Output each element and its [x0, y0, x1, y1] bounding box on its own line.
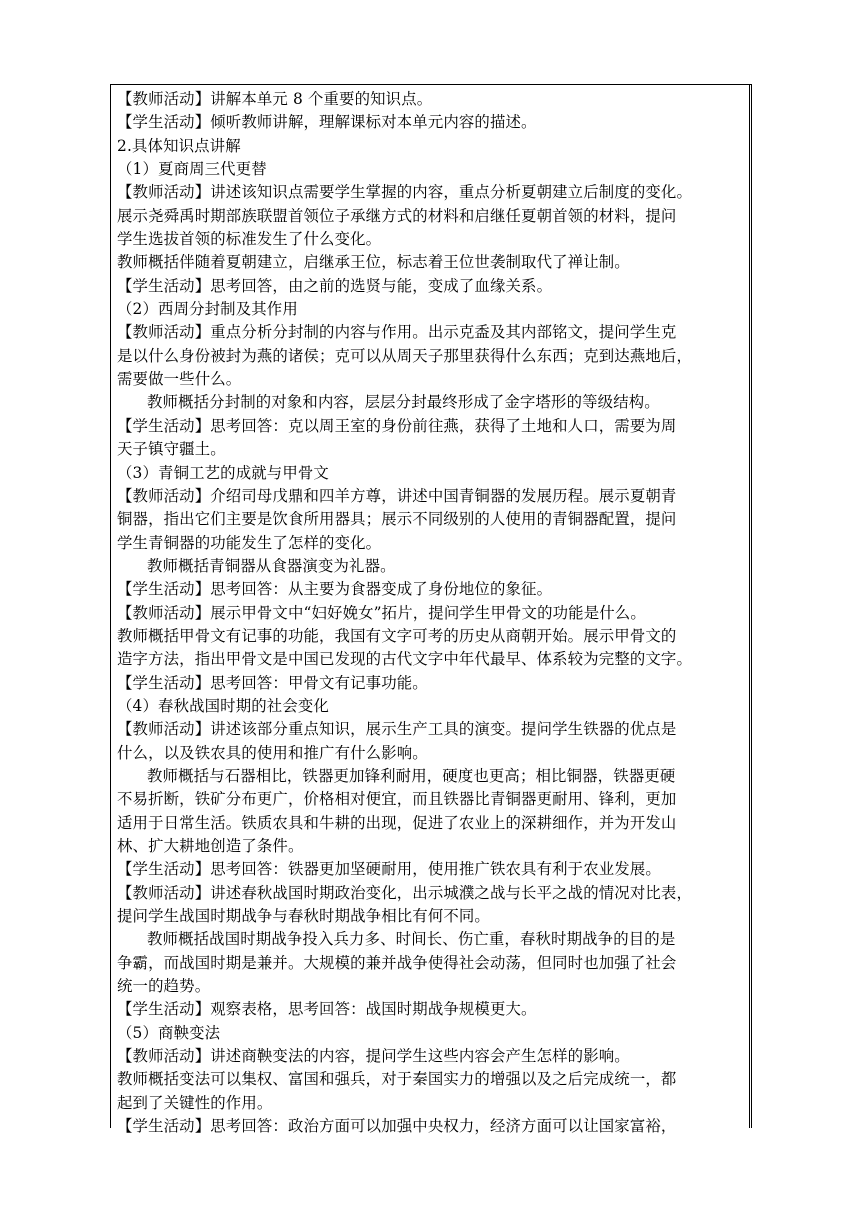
table-divider	[749, 85, 750, 1128]
text-line: 教师概括战国时期战争投入兵力多、时间长、伤亡重，春秋时期战争的目的是	[147, 930, 676, 949]
text-line: 【学生活动】思考回答：铁器更加坚硬耐用，使用推广铁农具有利于农业发展。	[117, 860, 661, 879]
text-line: 适用于日常生活。铁质农具和牛耕的出现，促进了农业上的深耕细作，并为开发山	[117, 813, 677, 832]
text-line: 【学生活动】倾听教师讲解，理解课标对本单元内容的描述。	[117, 113, 537, 132]
text-line: 统一的趋势。	[117, 977, 211, 996]
text-line: 【学生活动】思考回答：甲骨文有记事功能。	[117, 673, 428, 692]
text-line: 【学生活动】观察表格，思考回答：战国时期战争规模更大。	[117, 1000, 537, 1019]
text-line: 【教师活动】介绍司母戊鼎和四羊方尊，讲述中国青铜器的发展历程。展示夏朝青	[117, 486, 677, 505]
text-line: 天子镇守疆土。	[117, 440, 226, 459]
text-line: 【教师活动】讲述该知识点需要学生掌握的内容，重点分析夏朝建立后制度的变化。	[117, 183, 693, 202]
text-line: 需要做一些什么。	[117, 370, 242, 389]
text-line: （1）夏商周三代更替	[117, 160, 267, 179]
text-line: 是以什么身份被封为燕的诸侯；克可以从周天子那里获得什么东西；克到达燕地后，	[117, 346, 693, 365]
text-line: 不易折断，铁矿分布更广，价格相对便宜，而且铁器比青铜器更耐用、锋利，更加	[117, 790, 677, 809]
text-line: 什么，以及铁农具的使用和推广有什么影响。	[117, 743, 428, 762]
text-line: 【教师活动】讲述该部分重点知识，展示生产工具的演变。提问学生铁器的优点是	[117, 720, 677, 739]
text-line: 教师概括青铜器从食器演变为礼器。	[147, 556, 396, 575]
text-line: 【学生活动】思考回答，由之前的选贤与能，变成了血缘关系。	[117, 276, 553, 295]
text-line: 争霸，而战国时期是兼并。大规模的兼并战争使得社会动荡，但同时也加强了社会	[117, 953, 677, 972]
text-line: 教师概括伴随着夏朝建立，启继承王位，标志着王位世袭制取代了禅让制。	[117, 253, 630, 272]
text-line: 【教师活动】讲述商鞅变法的内容，提问学生这些内容会产生怎样的影响。	[117, 1047, 630, 1066]
text-line: 教师概括变法可以集权、富国和强兵，对于秦国实力的增强以及之后完成统一，都	[117, 1070, 677, 1089]
text-line: 【学生活动】思考回答：克以周王室的身份前往燕，获得了土地和人口，需要为周	[117, 416, 677, 435]
text-line: 教师概括分封制的对象和内容，层层分封最终形成了金字塔形的等级结构。	[147, 393, 660, 412]
text-line: 起到了关键性的作用。	[117, 1093, 273, 1112]
text-line: 【学生活动】思考回答：从主要为食器变成了身份地位的象征。	[117, 580, 553, 599]
text-line: （2）西周分封制及其作用	[117, 300, 298, 319]
lesson-plan-table	[110, 84, 752, 1136]
text-line: 【学生活动】思考回答：政治方面可以加强中央权力，经济方面可以让国家富裕，	[117, 1117, 677, 1136]
text-line: 提问学生战国时期战争与春秋时期战争相比有何不同。	[117, 907, 490, 926]
text-line: 【教师活动】重点分析分封制的内容与作用。出示克盉及其内部铭文，提问学生克	[117, 323, 677, 342]
text-line: （5）商鞅变法	[117, 1023, 221, 1042]
text-line: 【教师活动】讲述春秋战国时期政治变化，出示城濮之战与长平之战的情况对比表，	[117, 883, 693, 902]
text-line: 【教师活动】展示甲骨文中“妇好娩女”拓片，提问学生甲骨文的功能是什么。	[117, 603, 646, 622]
text-line: 学生选拔首领的标准发生了什么变化。	[117, 230, 382, 249]
text-line: 教师概括与石器相比，铁器更加锋利耐用，硬度也更高；相比铜器，铁器更硬	[147, 766, 676, 785]
text-line: 2.具体知识点讲解	[117, 136, 241, 155]
text-line: （3）青铜工艺的成就与甲骨文	[117, 463, 329, 482]
lesson-content-cell	[117, 88, 747, 1138]
text-line: （4）春秋战国时期的社会变化	[117, 696, 329, 715]
text-line: 展示尧舜禹时期部族联盟首领位子承继方式的材料和启继任夏朝首领的材料，提问	[117, 206, 677, 225]
text-line: 林、扩大耕地创造了条件。	[117, 837, 304, 855]
text-line: 教师概括甲骨文有记事的功能，我国有文字可考的历史从商朝开始。展示甲骨文的	[117, 626, 677, 645]
text-line: 【教师活动】讲解本单元 8 个重要的知识点。	[117, 90, 433, 108]
text-line: 学生青铜器的功能发生了怎样的变化。	[117, 533, 382, 552]
text-line: 铜器，指出它们主要是饮食所用器具；展示不同级别的人使用的青铜器配置，提问	[117, 510, 677, 529]
text-line: 造字方法，指出甲骨文是中国已发现的古代文字中年代最早、体系较为完整的文字。	[117, 650, 693, 669]
